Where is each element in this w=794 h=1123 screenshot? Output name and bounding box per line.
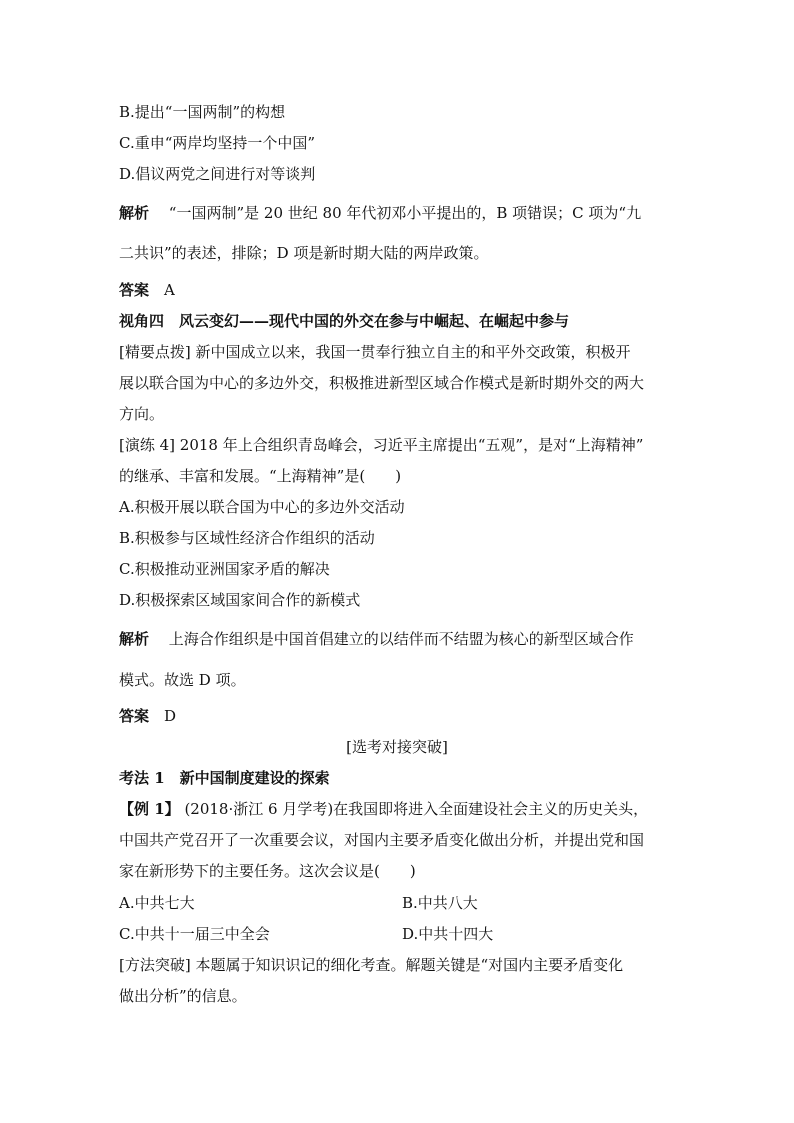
section-heading: 视角四 风云变幻——现代中国的外交在参与中崛起、在崛起中参与: [119, 312, 570, 330]
drill-analysis-label: 解析: [119, 630, 150, 648]
analysis-paragraph: [119, 203, 679, 223]
drill-line1: [演练 4] 2018 年上合组织青岛峰会，习近平主席提出“五观”，是对“上海精神”: [119, 436, 644, 454]
option-b: B.提出“一国两制”的构想: [119, 103, 286, 121]
method-heading: 考法 1 新中国制度建设的探索: [119, 769, 330, 787]
drill-answer-line: [119, 706, 679, 726]
tip-line2: 展以联合国为中心的多边外交，积极推进新型区域合作模式是新时期外交的两大: [119, 374, 645, 392]
drill-analysis-line2: 模式。故选 D 项。: [119, 671, 246, 689]
breakthrough-title: [选考对接突破]: [346, 738, 448, 756]
example-option-d: D.中共十四大: [402, 925, 494, 943]
example-text-line1: (2018·浙江 6 月学考)在我国即将进入全面建设社会主义的历史关头，: [184, 800, 649, 818]
example-line2: 中国共产党召开了一次重要会议，对国内主要矛盾变化做出分析，并提出党和国: [119, 831, 645, 849]
tip-line3: 方向。: [119, 405, 165, 423]
drill-option-a: A.积极开展以联合国为中心的多边外交活动: [119, 498, 405, 516]
option-c: C.重申“两岸均坚持一个中国”: [119, 134, 316, 152]
answer-line: [119, 280, 679, 300]
example-option-c: C.中共十一届三中全会: [119, 925, 270, 943]
analysis-text-line1: “一国两制”是 20 世纪 80 年代初邓小平提出的，B 项错误；C 项为“九: [168, 204, 642, 222]
example-line1: [119, 799, 679, 819]
analysis-text-line2: 二共识”的表述，排除；D 项是新时期大陆的两岸政策。: [119, 244, 489, 262]
drill-option-d: D.积极探索区域国家间合作的新模式: [119, 591, 361, 609]
answer-label: 答案: [119, 281, 150, 299]
drill-analysis-line1: 上海合作组织是中国首倡建立的以结伴而不结盟为核心的新型区域合作: [168, 630, 634, 648]
drill-answer-label: 答案: [119, 707, 150, 725]
drill-option-b: B.积极参与区域性经济合作组织的活动: [119, 529, 375, 547]
example-line3: 家在新形势下的主要任务。这次会议是( ): [119, 862, 416, 880]
analysis-label: 解析: [119, 204, 150, 222]
drill-option-c: C.积极推动亚洲国家矛盾的解决: [119, 560, 330, 578]
example-option-a: A.中共七大: [119, 894, 195, 912]
option-d: D.倡议两党之间进行对等谈判: [119, 165, 316, 183]
tip-line1: [精要点拨] 新中国成立以来，我国一贯奉行独立自主的和平外交政策，积极开: [119, 343, 631, 361]
drill-answer-value: D: [164, 707, 177, 725]
answer-value: A: [164, 281, 175, 299]
example-option-b: B.中共八大: [402, 894, 478, 912]
example-tag: 【例 1】: [119, 800, 180, 818]
method-breakthrough-line1: [方法突破] 本题属于知识识记的细化考查。解题关键是“对国内主要矛盾变化: [119, 956, 624, 974]
drill-line2: 的继承、丰富和发展。“上海精神”是( ): [119, 467, 402, 485]
drill-analysis-paragraph: [119, 629, 679, 649]
method-breakthrough-line2: 做出分析”的信息。: [119, 987, 247, 1005]
